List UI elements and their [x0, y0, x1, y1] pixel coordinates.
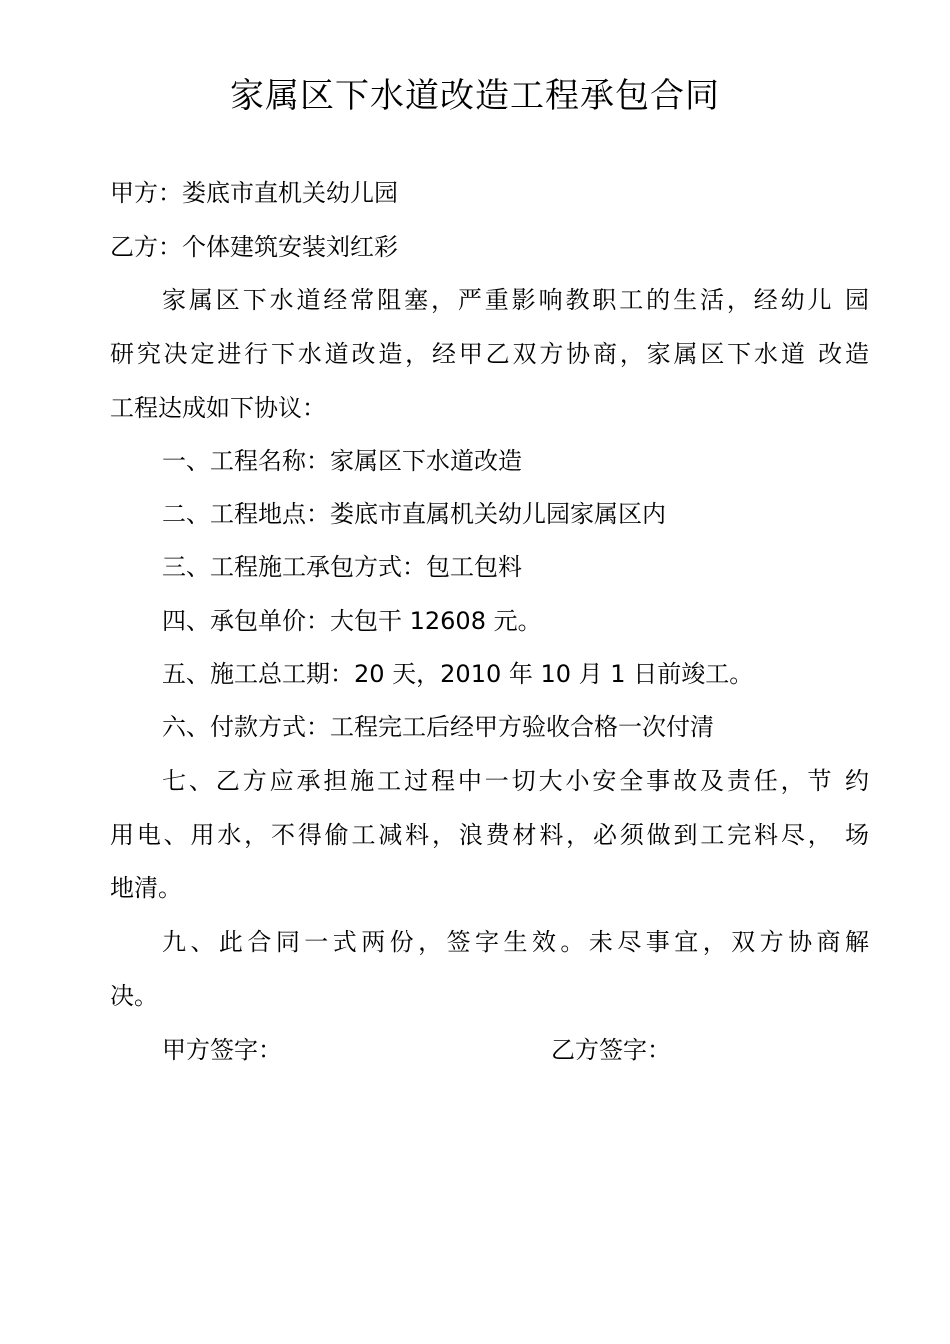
clause-7-line-1: 七、乙方应承担施工过程中一切大小安全事故及责任，节 约	[162, 767, 869, 795]
clause-7-line-3: 地清。	[110, 874, 182, 902]
document-title: 家属区下水道改造工程承包合同	[230, 76, 720, 116]
clause-7-line-2: 用电、用水，不得偷工减料，浪费材料，必须做到工完料尽， 场	[110, 821, 869, 849]
clause-3: 三、工程施工承包方式：包工包料	[162, 553, 522, 581]
clause-1: 一、工程名称：家属区下水道改造	[162, 447, 522, 475]
clause-9-line-2: 决。	[110, 982, 158, 1010]
intro-line-3: 工程达成如下协议：	[110, 394, 326, 422]
clause-6: 六、付款方式：工程完工后经甲方验收合格一次付清	[162, 713, 714, 741]
clause-2: 二、工程地点：娄底市直属机关幼儿园家属区内	[162, 500, 666, 528]
intro-line-2: 研究决定进行下水道改造，经甲乙双方协商，家属区下水道 改造	[110, 340, 869, 368]
party-a-line: 甲方：娄底市直机关幼儿园	[110, 179, 398, 207]
party-b-signature-label: 乙方签字：	[551, 1036, 671, 1064]
clause-9-line-1: 九、此合同一式两份，签字生效。未尽事宜，双方协商解	[162, 928, 869, 956]
party-b-line: 乙方：个体建筑安装刘红彩	[110, 233, 398, 261]
clause-5: 五、施工总工期：20 天，2010 年 10 月 1 日前竣工。	[162, 660, 754, 688]
clause-4: 四、承包单价：大包干 12608 元。	[162, 607, 542, 635]
party-a-signature-label: 甲方签字：	[162, 1036, 282, 1064]
intro-line-1: 家属区下水道经常阻塞，严重影响教职工的生活，经幼儿 园	[162, 286, 869, 314]
